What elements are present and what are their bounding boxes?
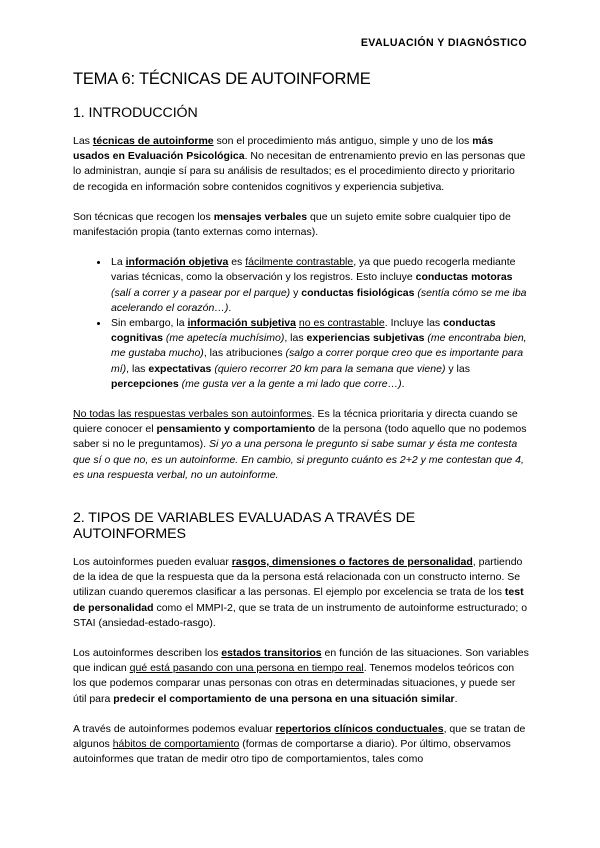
- section-heading-introduccion: 1. INTRODUCCIÓN: [73, 105, 198, 121]
- paragraph: Las técnicas de autoinforme son el procedimiento más antiguo, simple y uno de los más usados en Evaluación Psicológica. No necesitan de entrenamiento previo en las personas que lo administran, aunqie sí para su análisis de resultados; es el procedimiento directo y prioritario de recogida en información sobre contenidos cognitivos y experiencia subjetiva.: [73, 135, 526, 193]
- bullet-list: [73, 255, 529, 392]
- running-header: EVALUACIÓN Y DIAGNÓSTICO: [360, 37, 527, 49]
- document-title: TEMA 6: TÉCNICAS DE AUTOINFORME: [73, 70, 371, 88]
- document-body: [73, 70, 529, 768]
- paragraph: A través de autoinformes podemos evaluar repertorios clínicos conductuales, que se tratan de algunos hábitos de comportamiento (formas de comportarse a diario). Por último, observamos autoinformes que tratan de medir otro tipo de comportamientos, tales como: [73, 722, 526, 766]
- list-item: • La información objetiva es fácilmente contrastable, ya que puedo recogerla mediante varias técnicas, como la observación y los registros. Esto incluye conductas motoras (salí a correr y a pasear por el parque) y conductas fisiológicas (sentía cómo se me iba acelerando el corazón…).: [109, 255, 529, 316]
- list-item: • Sin embargo, la información subjetiva no es contrastable. Incluye las conductas cognitivas (me apetecía muchísimo), las experiencias subjetivas (me encontraba bien, me gustaba mucho), las atribuciones (salgo a correr porque creo que es importante para mí), las expectativas (quiero recorrer 20 km para la semana que viene) y las percepciones (me gusta ver a la gente a mi lado que corre…).: [109, 316, 529, 392]
- paragraph: Son técnicas que recogen los mensajes verbales que un sujeto emite sobre cualquier tipo de manifestación propia (tanto externas como internas).: [73, 210, 511, 239]
- section-heading-tipos-de-variables: 2. TIPOS DE VARIABLES EVALUADAS A TRAVÉS DE AUTOINFORMES: [73, 510, 416, 543]
- paragraph: Los autoinformes describen los estados transitorios en función de las situaciones. Son variables que indican qué está pasando con una persona en tiempo real. Tenemos modelos teóricos con los que podemos comparar unas personas con otras en determinadas situaciones, y puede ser útil para predecir el comportamiento de una persona en una situación similar.: [73, 647, 529, 705]
- paragraph: Los autoinformes pueden evaluar rasgos, dimensiones o factores de personalidad, partiendo de la idea de que la respuesta que da la persona está relacionada con un constructo interno. Se utilizan cuando queremos clasificar a las personas. El ejemplo por excelencia se trata de los test de personalidad como el MMPI-2, que se trata de un instrumento de autoinforme estructurado; o STAI (ansiedad-estado-rasgo).: [73, 556, 528, 629]
- paragraph: No todas las respuestas verbales son autoinformes. Es la técnica prioritaria y directa cuando se quiere conocer el pensamiento y comportamiento de la persona (todo aquello que no podemos saber si no le preguntamos). Si yo a una persona le pregunto si sabe sumar y ésta me contesta que sí o que no, es un autoinforme. En cambio, si pregunto cuánto es 2+2 y me contestan que 4, es una respuesta verbal, no un autoinforme.: [73, 408, 527, 481]
